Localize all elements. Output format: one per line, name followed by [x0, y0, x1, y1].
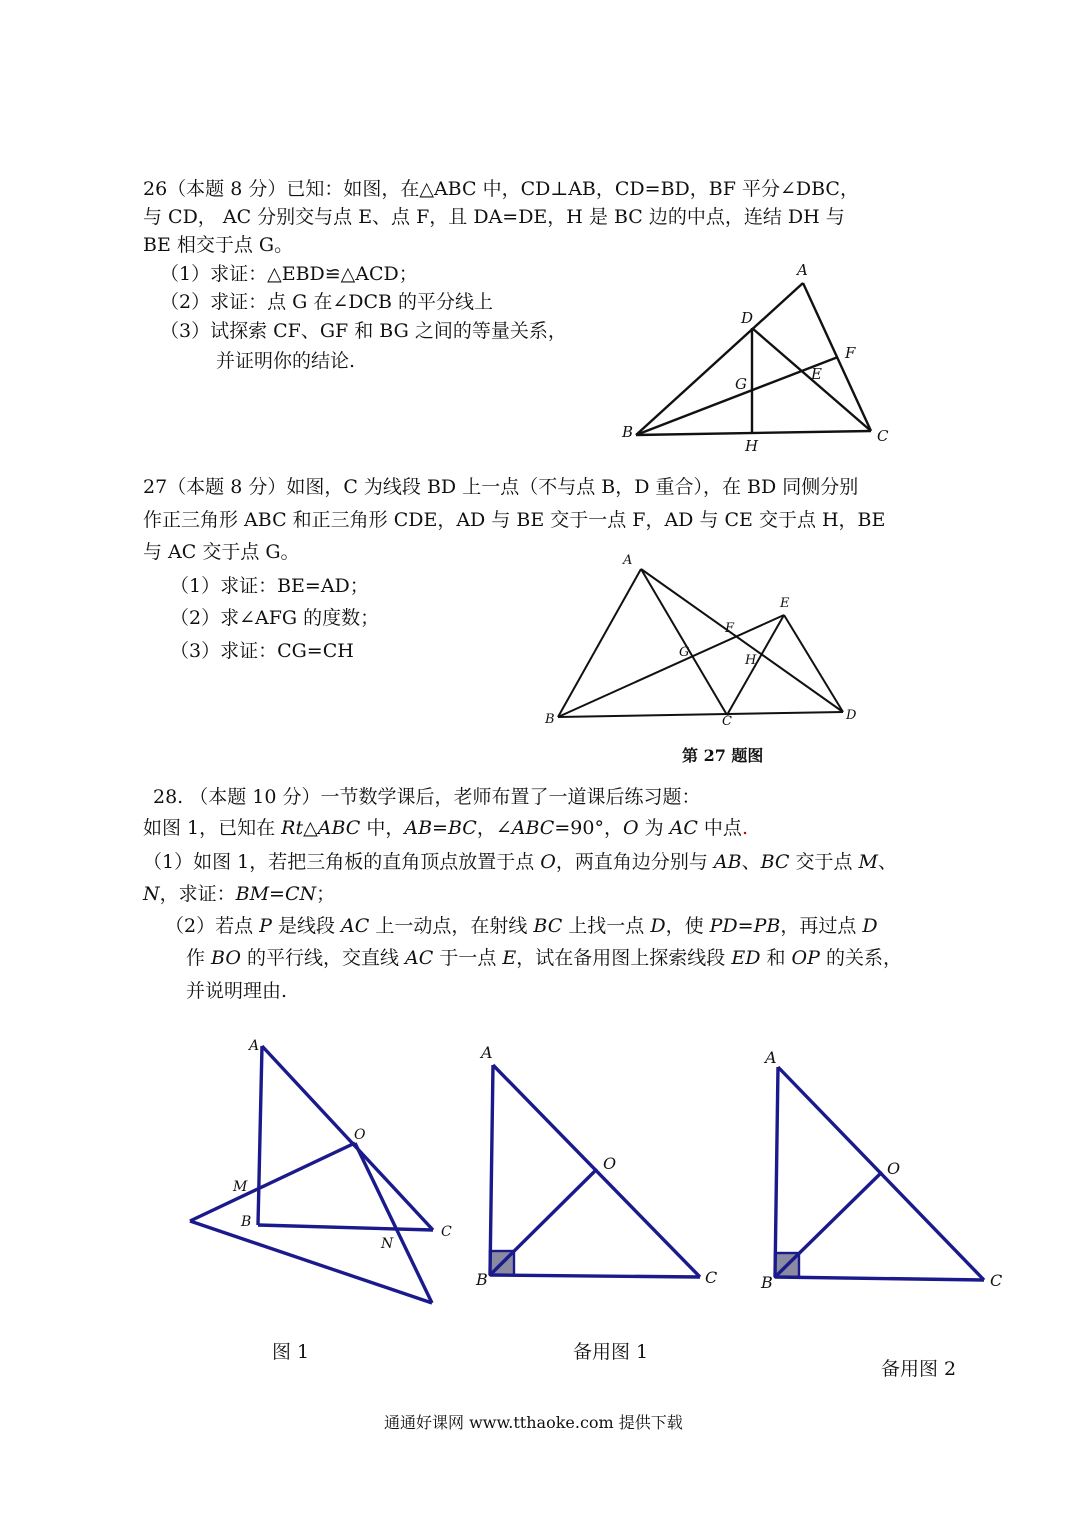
q28-fig1-label-m: M: [233, 1179, 248, 1195]
q26-label-b: B: [622, 423, 634, 441]
q28-sub2-d: AC: [341, 915, 370, 937]
q26-sub3b: 并证明你的结论.: [216, 350, 356, 372]
q28-sub2-i: ，使: [665, 915, 710, 937]
q27-line2: 作正三角形 ABC 和正三角形 CDE，AD 与 BE 交于一点 F，AD 与 CE 交于点 H，BE: [143, 509, 886, 531]
q27-figure-caption: 第 27 题图: [682, 746, 764, 765]
q27-line1: 27（本题 8 分）如图，C 为线段 BD 上一点（不与点 B，D 重合），在 BD 同侧分别: [143, 476, 859, 498]
q28-line2: [143, 816, 748, 840]
q26-sub2: （2）求证：点 G 在∠DCB 的平分线上: [160, 291, 494, 313]
q26-label-e: E: [811, 365, 822, 383]
q28-line2-h: ABC: [511, 817, 555, 839]
q28-figure-2: [490, 1065, 700, 1277]
q27-label-c: C: [722, 714, 732, 729]
q27-sub3: （3）求证：CG=CH: [170, 640, 354, 662]
q28-sub2-e: 上一动点，在射线: [369, 915, 534, 937]
q27-label-e: E: [780, 596, 790, 611]
q27-sub1: （1）求证：BE=AD；: [170, 575, 369, 597]
q28-sub2-h: D: [650, 915, 666, 937]
q28-sub2b-f: E: [502, 947, 517, 969]
q28-fig1-label-o: O: [354, 1127, 366, 1143]
q28-sub2-c: 是线段: [271, 915, 342, 937]
q27-label-h: H: [745, 653, 757, 668]
q28-sub2-k: ，再过点: [780, 915, 863, 937]
q28-sub2b-k: 的关系，: [819, 947, 902, 969]
q28-figure-3: [775, 1067, 984, 1280]
q28-line2-c: △: [303, 817, 318, 839]
q26-line2: 与 CD， AC 分别交与点 E、点 F，且 DA=DE，H 是 BC 边的中点，连结 DH 与: [143, 206, 845, 228]
q28-figure-2-caption: 备用图 1: [573, 1341, 649, 1363]
q28-sub1-i: 、: [878, 851, 898, 873]
q27-sub2: （2）求∠AFG 的度数；: [170, 607, 380, 629]
q28-line2-f: AB=BC: [404, 817, 477, 839]
q28-fig2-right-angle: [490, 1251, 514, 1275]
q28-sub2b-j: OP: [791, 947, 820, 969]
q28-fig2-label-a: A: [481, 1043, 493, 1062]
q27-line3: 与 AC 交于点 G。: [143, 541, 300, 563]
q28-fig3-label-b: B: [761, 1273, 773, 1292]
q28-sub2-b: P: [259, 915, 272, 937]
q28-sub1-e: 、: [741, 851, 761, 873]
q28-fig1-label-b: B: [241, 1214, 252, 1230]
q28-sub2: [165, 914, 878, 938]
q28-sub2-g: 上找一点: [562, 915, 651, 937]
q28-sub1b-b: ，求证：: [159, 883, 236, 905]
q28-fig1-label-a: A: [249, 1038, 260, 1054]
q28-sub1: [143, 850, 897, 874]
q28-fig1-label-c: C: [441, 1224, 452, 1240]
q26-line1: 26（本题 8 分）已知：如图，在△ABC 中，CD⊥AB，CD=BD，BF 平分∠DBC，: [143, 178, 859, 200]
q28-line2-j: O: [622, 817, 639, 839]
q28-fig2-label-o: O: [603, 1154, 617, 1173]
q28-sub1b-a: N: [143, 883, 160, 905]
q28-sub2b-i: 和: [760, 947, 792, 969]
q27-label-a: A: [623, 553, 633, 568]
q28-sub1-a: （1）如图 1，若把三角板的直角顶点放置于点: [143, 851, 541, 873]
q27-label-f: F: [725, 621, 735, 636]
q28-line2-a: 如图 1，已知在: [143, 817, 282, 839]
q28-fig3-label-c: C: [990, 1271, 1003, 1290]
q28-sub2b-d: AC: [405, 947, 434, 969]
q28-sub1-b: O: [540, 851, 556, 873]
q26-label-h: H: [745, 437, 759, 455]
q28-sub1-d: AB: [713, 851, 742, 873]
q28-sub2b: [186, 946, 902, 970]
q26-sub3: （3）试探索 CF、GF 和 BG 之间的等量关系，: [160, 320, 567, 342]
q28-figure-1-caption: 图 1: [272, 1341, 310, 1363]
q28-line2-i: =90°，: [554, 817, 623, 839]
q28-line1: 28. （本题 10 分）一节数学课后，老师布置了一道课后练习题：: [153, 786, 701, 808]
q28-sub2b-e: 于一点: [433, 947, 503, 969]
q27-label-g: G: [679, 645, 690, 660]
q26-label-a: A: [797, 261, 808, 279]
q28-fig2-label-b: B: [476, 1270, 488, 1289]
q28-fig3-label-o: O: [887, 1159, 901, 1178]
q27-label-b: B: [545, 712, 555, 727]
q28-sub1b-d: ；: [316, 883, 336, 905]
q28-line2-l: AC: [669, 817, 698, 839]
q26-sub1: （1）求证：△EBD≌△ACD；: [160, 263, 418, 285]
q28-sub2b-c: 的平行线，交直线: [240, 947, 406, 969]
q28-line2-m: 中点: [697, 817, 742, 839]
q28-line2-k: 为: [638, 817, 670, 839]
q28-sub2b-g: ，试在备用图上探索线段: [516, 947, 732, 969]
q28-fig3-right-angle: [775, 1253, 799, 1277]
q26-label-c: C: [877, 427, 889, 445]
q28-sub2-l: D: [862, 915, 878, 937]
q28-line2-d: ABC: [317, 817, 361, 839]
q28-fig2-label-c: C: [705, 1268, 718, 1287]
q28-sub2-j: PD=PB: [709, 915, 781, 937]
q26-label-f: F: [845, 344, 856, 362]
q28-sub1b: [143, 882, 335, 906]
q28-line2-b: Rt: [281, 817, 304, 839]
page-footer: 通通好课网 www.tthaoke.com 提供下载: [384, 1413, 683, 1432]
q28-sub1-g: 交于点: [789, 851, 859, 873]
q28-fig3-label-a: A: [765, 1048, 777, 1067]
q26-line3: BE 相交于点 G。: [143, 234, 294, 256]
q28-sub2-f: BC: [533, 915, 563, 937]
q28-fig1-label-n: N: [381, 1236, 394, 1252]
q26-label-d: D: [741, 309, 754, 327]
q26-label-g: G: [735, 375, 747, 393]
q28-sub1b-c: BM=CN: [235, 883, 317, 905]
q28-line2-g: ，∠: [476, 817, 512, 839]
q28-figure-3-caption: 备用图 2: [881, 1358, 957, 1380]
q28-sub1-f: BC: [760, 851, 790, 873]
q28-sub2b-b: BO: [211, 947, 241, 969]
q27-label-d: D: [846, 708, 857, 723]
q28-sub2c: 并说明理由.: [186, 980, 288, 1002]
q28-sub2b-a: 作: [186, 947, 212, 969]
q28-sub2-a: （2）若点: [165, 915, 260, 937]
q28-sub1-c: ，两直角边分别与: [555, 851, 714, 873]
q28-figure-1: [190, 1046, 433, 1303]
q28-sub2b-h: ED: [731, 947, 761, 969]
q28-line2-n: .: [741, 817, 748, 839]
q28-line2-e: 中，: [360, 817, 405, 839]
q28-sub1-h: M: [858, 851, 879, 873]
